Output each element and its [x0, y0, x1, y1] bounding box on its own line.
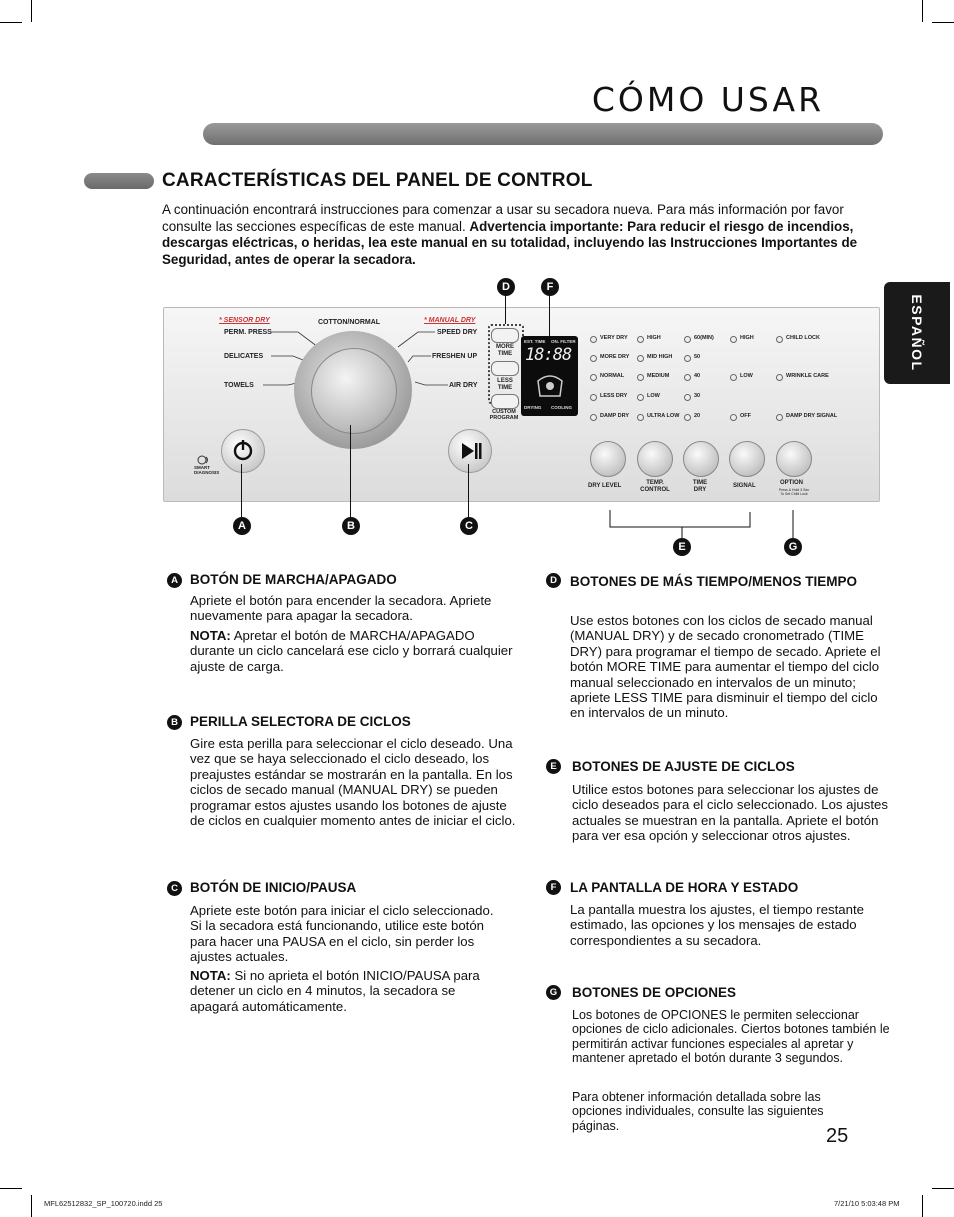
crop-mark — [0, 22, 22, 23]
display-clean-filter: ON. FILTER — [551, 339, 576, 344]
intro-paragraph — [162, 202, 872, 268]
item-c-note-label: NOTA: — [190, 968, 231, 983]
item-g-title: BOTONES DE OPCIONES — [572, 985, 737, 1000]
cycle-delicates: DELICATES — [224, 353, 264, 360]
more-time-button-top[interactable] — [491, 328, 519, 343]
start-pause-button[interactable] — [448, 429, 492, 473]
intro-warning: Advertencia importante: Para reducir el riesgo de incendios, descargas eléctricas, o heridas, lea este manual en su totalidad, incluyendo las Instrucciones Importantes de Seguridad, antes de operar la secadora. — [162, 218, 858, 267]
callout-a: A — [233, 517, 251, 535]
item-c-text: Apriete este botón para iniciar el ciclo seleccionado. Si la secadora está funcionando, utilice este botón para hacer una PAUSA en el ciclo, sin perder los ajustes actuales. — [190, 903, 494, 965]
badge-g: G — [546, 985, 561, 1000]
display-digits: 18:88 — [525, 345, 572, 365]
item-c-title: BOTÓN DE INICIO/PAUSA — [190, 880, 357, 895]
indicator-label: NORMAL — [600, 373, 625, 379]
display-cooling: COOLING — [551, 405, 572, 410]
time-dry-button[interactable] — [683, 441, 719, 477]
intro-text: A continuación encontrará instrucciones para comenzar a usar su secadora nueva. Para más información por favor consulte las secciones específicas de este manual. — [162, 202, 844, 234]
option-sub-label: Press & Hold 3 Sec To Set Child Lock — [778, 488, 810, 496]
signal-label: SIGNAL — [733, 483, 756, 489]
cycle-towels: TOWELS — [224, 382, 254, 389]
indicator-label: 30 — [694, 393, 701, 399]
indicator-label: VERY DRY — [600, 335, 628, 341]
indicator-label: 20 — [694, 413, 701, 419]
temp-control-label: TEMP. CONTROL — [640, 480, 670, 493]
crop-mark — [932, 1188, 954, 1189]
indicator-label: MID HIGH — [647, 354, 673, 360]
crop-mark — [932, 22, 954, 23]
less-time-button[interactable] — [491, 361, 519, 376]
dry-level-label: DRY LEVEL — [588, 483, 622, 489]
indicator-label: LOW — [647, 393, 660, 399]
cycle-speed-dry: SPEED DRY — [437, 329, 478, 336]
badge-c: C — [167, 881, 182, 896]
temp-control-button[interactable] — [637, 441, 673, 477]
page-title: CÓMO USAR — [591, 80, 824, 119]
option-button[interactable] — [776, 441, 812, 477]
more-time-label: MORE TIME — [496, 344, 514, 357]
indicator-label: LESS DRY — [600, 393, 628, 399]
callout-e: E — [673, 538, 691, 556]
badge-e: E — [546, 759, 561, 774]
indicator-label: MORE DRY — [600, 354, 630, 360]
footer-file: MFL62512832_SP_100720.indd 25 — [44, 1199, 163, 1208]
item-g-text2: Para obtener información detallada sobre las opciones individuales, consulte las siguientes páginas. — [572, 1090, 824, 1133]
indicator-label: 40 — [694, 373, 701, 379]
item-a-note-label: NOTA: — [190, 628, 231, 643]
item-f-text: La pantalla muestra los ajustes, el tiempo restante estimado, las opciones y los mensajes de estado correspondientes a su secadora. — [570, 902, 864, 948]
signal-button[interactable] — [729, 441, 765, 477]
indicator-label: HIGH — [740, 335, 754, 341]
leader-a — [241, 464, 242, 517]
indicator-label: DAMP DRY SIGNAL — [786, 413, 838, 419]
item-a-text: Apriete el botón para encender la secadora. Apriete nuevamente para apagar la secadora. — [190, 593, 492, 624]
item-b-text: Gire esta perilla para seleccionar el ciclo deseado. Una vez que se haya seleccionado el ciclo deseado, los preajustes estándar se mostrarán en la pantalla. En los ciclos de secado manual (MANUAL DRY) se pueden programar estos ajustes usando los botones de ajuste de ciclos en cualquier momento antes de iniciar el ciclo. — [190, 736, 516, 829]
footer-timestamp: 7/21/10 5:03:48 PM — [834, 1199, 900, 1208]
item-e-title: BOTONES DE AJUSTE DE CICLOS — [572, 759, 795, 774]
less-time-label: LESS TIME — [497, 378, 513, 391]
language-tab — [884, 282, 950, 384]
crop-mark — [0, 1188, 22, 1189]
display-est-time: EST. TIME — [524, 339, 546, 344]
status-display — [521, 336, 578, 416]
crop-mark — [31, 0, 32, 22]
power-icon — [222, 430, 264, 472]
indicator-label: 60(MIN) — [694, 335, 714, 341]
item-b-title: PERILLA SELECTORA DE CICLOS — [190, 714, 411, 729]
cycle-air-dry: AIR DRY — [449, 382, 478, 389]
indicator-label: MEDIUM — [647, 373, 670, 379]
callout-d: D — [497, 278, 515, 296]
cycle-freshen-up: FRESHEN UP — [432, 353, 478, 360]
callout-f: F — [541, 278, 559, 296]
power-button[interactable] — [221, 429, 265, 473]
indicator-label: LOW — [740, 373, 753, 379]
item-d-text: Use estos botones con los ciclos de secado manual (MANUAL DRY) y de secado cronometrado (TIME DRY) para programar el tiempo de secado. Apriete el botón MORE TIME para aumentar el tiempo del ciclo manual seleccionado en intervalos de un minuto; apriete LESS TIME para disminuir el tiempo del ciclo en intervalos de un minuto. — [570, 613, 881, 721]
dry-level-button[interactable] — [590, 441, 626, 477]
cycle-selector-knob[interactable] — [311, 348, 397, 434]
item-a-note — [190, 628, 520, 674]
badge-b: B — [167, 715, 182, 730]
item-a-title: BOTÓN DE MARCHA/APAGADO — [190, 572, 397, 587]
indicator-label: HIGH — [647, 335, 661, 341]
leader-f — [549, 296, 550, 336]
manual-dry-label: * MANUAL DRY — [424, 317, 476, 324]
sensor-dry-label: * SENSOR DRY — [219, 317, 270, 324]
section-pill — [84, 173, 154, 189]
item-c-note-text: Si no aprieta el botón INICIO/PAUSA para detener un ciclo en 4 minutos, la secadora se apagará automáticamente. — [190, 968, 480, 1014]
custom-program-button[interactable] — [491, 394, 519, 409]
cycle-perm-press: PERM. PRESS — [224, 329, 272, 336]
item-d-title: BOTONES DE MÁS TIEMPO/MENOS TIEMPO — [570, 574, 858, 589]
badge-a: A — [167, 573, 182, 588]
indicator-label: 50 — [694, 354, 701, 360]
drum-icon — [535, 371, 565, 401]
indicator-label: DAMP DRY — [600, 413, 630, 419]
callout-g: G — [784, 538, 802, 556]
crop-mark — [31, 1195, 32, 1217]
custom-program-label: CUSTOM PROGRAM — [489, 409, 519, 421]
item-e-text: Utilice estos botones para seleccionar los ajustes de ciclo deseados para el ciclo seleccionado. Los ajustes actuales se muestran en la pantalla. Apriete el botón para ver esa opción y seleccionar otros ajustes. — [572, 782, 888, 844]
item-g-text: Los botones de OPCIONES le permiten seleccionar opciones de ciclo adicionales. Ciertos botones también le permitirán activar funciones especiales al apretar y mantener apretado el botón durante 3 segundos. — [572, 1008, 890, 1066]
leader-d — [505, 296, 506, 324]
option-label: OPTION — [780, 480, 804, 486]
smart-diagnosis-label: SMART DIAGNOSIS — [194, 465, 220, 475]
callout-c: C — [460, 517, 478, 535]
play-pause-icon — [449, 430, 491, 472]
cycle-cotton-normal: COTTON/NORMAL — [318, 319, 381, 326]
section-title: CARACTERÍSTICAS DEL PANEL DE CONTROL — [162, 170, 593, 191]
item-a-note-text: Apretar el botón de MARCHA/APAGADO durante un ciclo cancelará ese ciclo y borrará cualquier ajuste de carga. — [190, 628, 513, 674]
display-drying: DRYING — [524, 405, 542, 410]
language-tab-label: ESPAÑOL — [909, 294, 925, 372]
crop-mark — [922, 1195, 923, 1217]
title-bar — [203, 123, 883, 145]
time-dry-label: TIME DRY — [692, 480, 708, 493]
indicator-label: CHILD LOCK — [786, 335, 820, 341]
item-c-note — [190, 968, 500, 1014]
leader-b — [350, 425, 351, 517]
indicator-label: ULTRA LOW — [647, 413, 680, 419]
indicator-label: WRINKLE CARE — [786, 373, 829, 379]
badge-d: D — [546, 573, 561, 588]
page-number: 25 — [826, 1125, 849, 1147]
crop-mark — [922, 0, 923, 22]
bracket-e — [600, 500, 800, 540]
indicator-label: OFF — [740, 413, 751, 419]
badge-f: F — [546, 880, 561, 895]
callout-b: B — [342, 517, 360, 535]
leader-c — [468, 464, 469, 517]
item-f-title: LA PANTALLA DE HORA Y ESTADO — [570, 880, 799, 895]
